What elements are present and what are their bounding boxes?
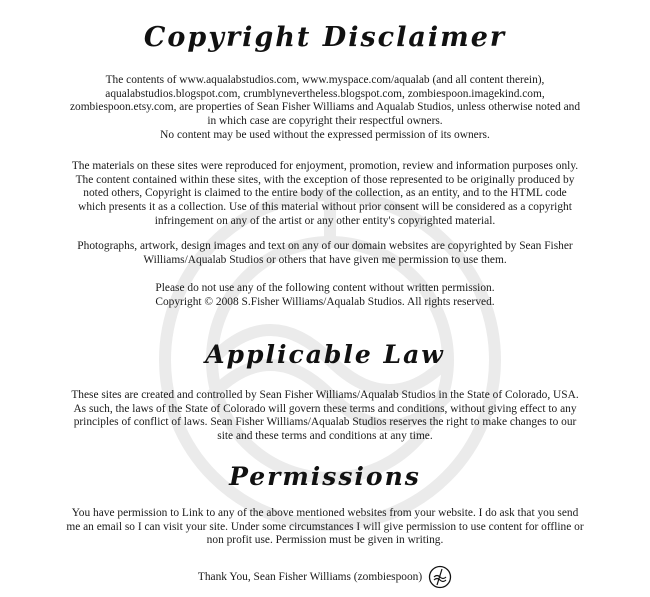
text-line: principles of conflict of laws. Sean Fisher Williams/Aqualab Studios reserves the right to make changes to our xyxy=(73,416,577,429)
text-line: As such, the laws of the State of Colorado will govern these terms and conditions, without giving effect to any xyxy=(73,402,577,415)
applicable-law-paragraph xyxy=(0,389,650,444)
text-line: noted others, Copyright is claimed to the entire body of the collection, as an entity, and to the HTML code xyxy=(83,187,567,200)
text-line: Photographs, artwork, design images and text on any of our domain websites are copyrighted by Sean Fisher xyxy=(77,240,573,252)
text-line: site and these terms and conditions at any time. xyxy=(217,430,433,443)
text-line: The contents of www.aqualabstudios.com, www.myspace.com/aqualab (and all content therein), xyxy=(105,74,545,86)
text-line: aqualabstudios.blogspot.com, crumblynevertheless.blogspot.com, zombiespoon.imagekind.com, xyxy=(105,87,545,100)
text-line: non profit use. Permission must be given in writing. xyxy=(206,534,444,547)
text-line: The content contained within these sites, with the exception of those represented to be originally produced by xyxy=(75,173,575,186)
copyright-heading: Copyright Disclaimer xyxy=(143,22,507,53)
copyright-paragraph-2 xyxy=(0,160,650,229)
text-line: The materials on these sites were reproduced for enjoyment, promotion, review and information purposes only. xyxy=(71,160,579,172)
applicable-law-heading: Applicable Law xyxy=(205,340,445,369)
copyright-paragraph-1 xyxy=(0,74,650,143)
text-line: Please do not use any of the following content without written permission. xyxy=(155,282,495,294)
text-line: infringement on any of the artist or any other entity's copyrighted material. xyxy=(154,214,496,227)
text-line: These sites are created and controlled by Sean Fisher Williams/Aqualab Studios in the State of Colorado, USA. xyxy=(71,389,579,401)
text-line: in which case are copyright their respectful owners. xyxy=(207,115,443,128)
signoff xyxy=(0,565,650,589)
text-line: which presents it as a collection. Use of this material without prior consent will be considered as a copyright xyxy=(78,201,572,214)
copyright-paragraph-4 xyxy=(0,282,650,309)
text-line: Williams/Aqualab Studios or others that have given me permission to use them. xyxy=(143,253,507,266)
permissions-heading: Permissions xyxy=(229,462,421,491)
copyright-paragraph-3 xyxy=(0,240,650,267)
text-line: You have permission to Link to any of the above mentioned websites from your website. I do ask that you send xyxy=(71,507,579,519)
text-line: No content may be used without the expressed permission of its owners. xyxy=(160,128,490,141)
zombiespoon-logo-icon xyxy=(428,565,452,589)
text-line: Copyright © 2008 S.Fisher Williams/Aqualab Studios. All rights reserved. xyxy=(155,295,495,308)
signoff-text: Thank You, Sean Fisher Williams (zombiespoon) xyxy=(197,571,423,583)
permissions-paragraph xyxy=(0,507,650,548)
text-line: zombiespoon.etsy.com, are properties of Sean Fisher Williams and Aqualab Studios, unless otherwise noted and xyxy=(69,101,581,114)
text-line: me an email so I can visit your site. Under some circumstances I will give permission to use content for offline or xyxy=(66,520,584,533)
